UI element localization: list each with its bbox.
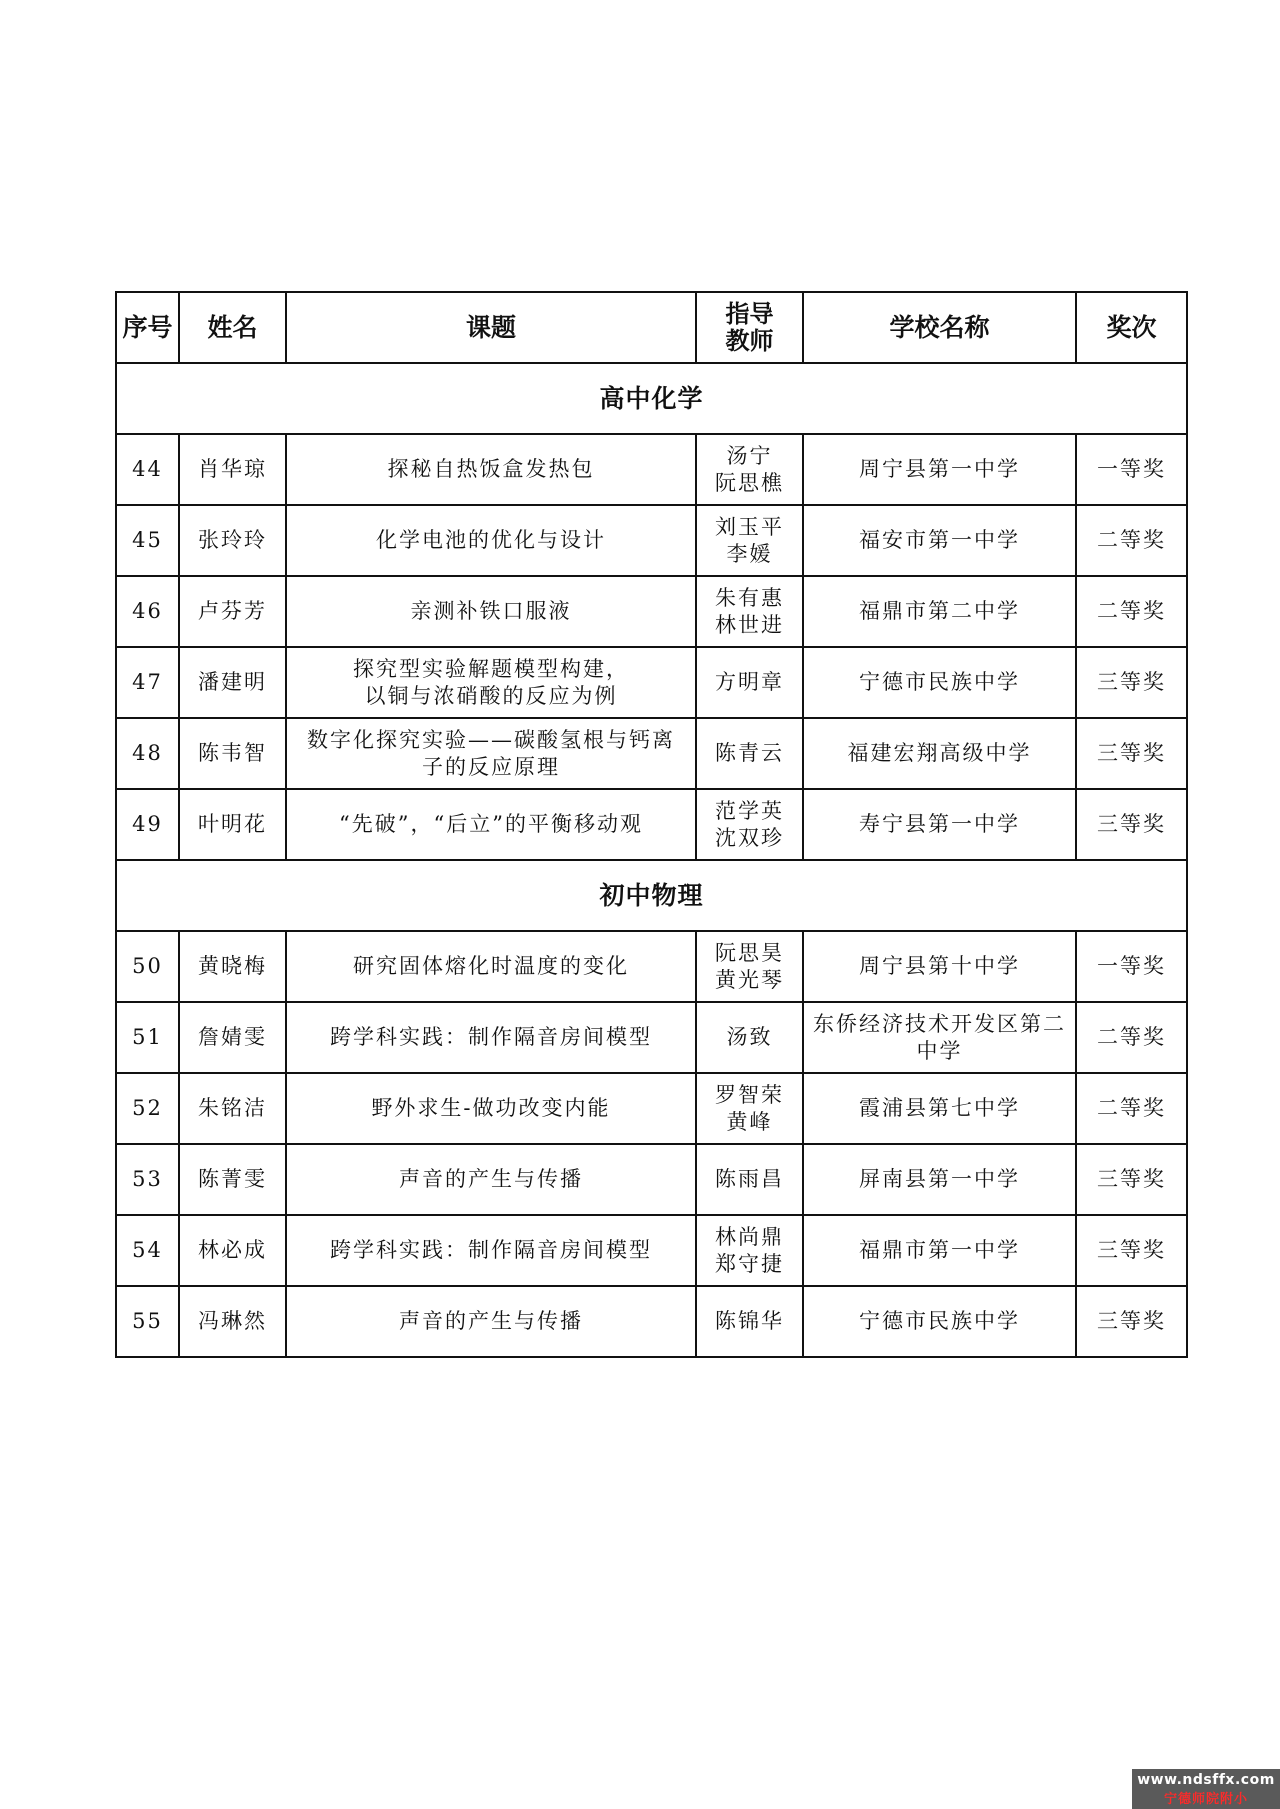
cell-school-line: 福安市第一中学 (859, 528, 1020, 553)
cell-school (803, 434, 1076, 505)
cell-school-line: 寿宁县第一中学 (859, 812, 1020, 837)
cell-topic (286, 1073, 696, 1144)
cell-name: 冯琳然 (179, 1286, 286, 1357)
cell-topic-line: 声音的产生与传播 (399, 1167, 583, 1192)
cell-topic (286, 1215, 696, 1286)
cell-topic (286, 931, 696, 1002)
cell-topic (286, 789, 696, 860)
cell-topic-line: “先破”，“后立”的平衡移动观 (339, 812, 643, 837)
cell-school-line: 福鼎市第一中学 (859, 1238, 1020, 1263)
cell-teacher-line: 李媛 (726, 541, 773, 566)
cell-seq: 51 (116, 1002, 179, 1073)
cell-school (803, 789, 1076, 860)
header-school: 学校名称 (803, 292, 1076, 363)
cell-award: 二等奖 (1076, 1002, 1187, 1073)
header-topic: 课题 (286, 292, 696, 363)
table-row (116, 647, 1187, 718)
cell-topic-line: 亲测补铁口服液 (410, 599, 572, 624)
section-row (116, 860, 1187, 931)
cell-seq: 52 (116, 1073, 179, 1144)
cell-topic-line: 跨学科实践：制作隔音房间模型 (330, 1238, 652, 1263)
cell-seq: 50 (116, 931, 179, 1002)
cell-teacher-line: 黄峰 (726, 1109, 773, 1134)
table-row (116, 1144, 1187, 1215)
cell-teacher (696, 1002, 803, 1073)
header-teacher (696, 292, 803, 363)
cell-award: 三等奖 (1076, 647, 1187, 718)
cell-school-line: 周宁县第一中学 (859, 457, 1020, 482)
cell-name: 朱铭洁 (179, 1073, 286, 1144)
cell-teacher-line: 罗智荣 (715, 1082, 784, 1107)
cell-school-line: 宁德市民族中学 (859, 1309, 1020, 1334)
cell-topic (286, 576, 696, 647)
cell-school-line: 霞浦县第七中学 (859, 1096, 1020, 1121)
cell-teacher-line: 林尚鼎 (715, 1224, 784, 1249)
header-row (116, 292, 1187, 363)
cell-teacher-line: 朱有惠 (715, 585, 784, 610)
cell-school (803, 1286, 1076, 1357)
cell-seq: 55 (116, 1286, 179, 1357)
cell-school (803, 576, 1076, 647)
section-title: 初中物理 (116, 860, 1187, 931)
cell-name: 陈菁雯 (179, 1144, 286, 1215)
cell-seq: 44 (116, 434, 179, 505)
cell-school-line: 周宁县第十中学 (859, 954, 1020, 979)
table-row (116, 434, 1187, 505)
cell-award: 二等奖 (1076, 576, 1187, 647)
cell-seq: 53 (116, 1144, 179, 1215)
section-title: 高中化学 (116, 363, 1187, 434)
cell-teacher (696, 1215, 803, 1286)
cell-teacher-line: 范学英 (715, 798, 784, 823)
cell-name: 张玲玲 (179, 505, 286, 576)
cell-school-line: 中学 (916, 1038, 963, 1063)
cell-teacher-line: 陈雨昌 (715, 1167, 784, 1192)
cell-teacher-line: 汤致 (726, 1025, 773, 1050)
cell-award: 一等奖 (1076, 434, 1187, 505)
cell-teacher (696, 434, 803, 505)
cell-award: 三等奖 (1076, 718, 1187, 789)
cell-teacher (696, 931, 803, 1002)
cell-teacher (696, 718, 803, 789)
cell-teacher (696, 789, 803, 860)
cell-name: 林必成 (179, 1215, 286, 1286)
cell-teacher-line: 刘玉平 (715, 514, 784, 539)
cell-school-line: 东侨经济技术开发区第二 (813, 1011, 1066, 1036)
table-row (116, 1073, 1187, 1144)
cell-topic-line: 数字化探究实验——碳酸氢根与钙离 (307, 727, 675, 752)
header-award: 奖次 (1076, 292, 1187, 363)
cell-topic-line: 探究型实验解题模型构建， (353, 656, 629, 681)
header-name: 姓名 (179, 292, 286, 363)
cell-name: 詹婧雯 (179, 1002, 286, 1073)
watermark-name: 宁德师院附小 (1163, 1792, 1248, 1807)
cell-award: 二等奖 (1076, 505, 1187, 576)
cell-teacher (696, 647, 803, 718)
cell-school-line: 屏南县第一中学 (859, 1167, 1020, 1192)
cell-award: 三等奖 (1076, 1286, 1187, 1357)
cell-teacher (696, 576, 803, 647)
header-seq: 序号 (116, 292, 179, 363)
cell-teacher-line: 陈锦华 (715, 1309, 784, 1334)
cell-topic (286, 434, 696, 505)
cell-teacher-line: 郑守捷 (715, 1251, 784, 1276)
cell-award: 一等奖 (1076, 931, 1187, 1002)
section-row (116, 363, 1187, 434)
cell-school (803, 647, 1076, 718)
cell-teacher (696, 1073, 803, 1144)
cell-teacher-line: 汤宁 (726, 443, 773, 468)
cell-school (803, 718, 1076, 789)
cell-school-line: 福鼎市第二中学 (859, 599, 1020, 624)
cell-topic-line: 研究固体熔化时温度的变化 (353, 954, 629, 979)
cell-teacher-line: 陈青云 (715, 741, 784, 766)
cell-teacher-line: 林世进 (715, 612, 784, 637)
cell-seq: 45 (116, 505, 179, 576)
cell-name: 陈韦智 (179, 718, 286, 789)
cell-name: 潘建明 (179, 647, 286, 718)
table-row (116, 1002, 1187, 1073)
cell-topic-line: 跨学科实践：制作隔音房间模型 (330, 1025, 652, 1050)
table-header (116, 292, 1187, 363)
cell-name: 卢芬芳 (179, 576, 286, 647)
table-row (116, 1215, 1187, 1286)
cell-school-line: 福建宏翔高级中学 (847, 741, 1032, 766)
award-table (115, 291, 1188, 1358)
table-row (116, 576, 1187, 647)
watermark-url: www.ndsffx.com (1137, 1772, 1275, 1788)
cell-teacher-line: 阮思昊 (715, 940, 784, 965)
cell-school (803, 1144, 1076, 1215)
cell-teacher-line: 黄光琴 (715, 967, 784, 992)
cell-school (803, 505, 1076, 576)
cell-topic (286, 718, 696, 789)
cell-school-line: 宁德市民族中学 (859, 670, 1020, 695)
cell-award: 二等奖 (1076, 1073, 1187, 1144)
cell-seq: 48 (116, 718, 179, 789)
cell-teacher (696, 1144, 803, 1215)
cell-school (803, 1073, 1076, 1144)
cell-topic-line: 野外求生-做功改变内能 (371, 1096, 611, 1121)
cell-seq: 46 (116, 576, 179, 647)
cell-topic-line: 声音的产生与传播 (399, 1309, 583, 1334)
cell-topic (286, 1002, 696, 1073)
cell-name: 叶明花 (179, 789, 286, 860)
cell-topic-line: 探秘自热饭盒发热包 (387, 457, 595, 482)
table-body (116, 363, 1187, 1357)
cell-school (803, 1002, 1076, 1073)
cell-name: 黄晓梅 (179, 931, 286, 1002)
cell-school (803, 931, 1076, 1002)
cell-award: 三等奖 (1076, 1144, 1187, 1215)
cell-topic (286, 1144, 696, 1215)
cell-seq: 49 (116, 789, 179, 860)
cell-topic (286, 505, 696, 576)
cell-award: 三等奖 (1076, 1215, 1187, 1286)
cell-teacher (696, 505, 803, 576)
cell-name: 肖华琼 (179, 434, 286, 505)
cell-topic (286, 647, 696, 718)
table-row (116, 931, 1187, 1002)
table-row (116, 789, 1187, 860)
cell-teacher-line: 阮思樵 (715, 470, 784, 495)
cell-topic (286, 1286, 696, 1357)
cell-seq: 54 (116, 1215, 179, 1286)
table-row (116, 1286, 1187, 1357)
header-teacher-line2: 教师 (725, 326, 774, 355)
cell-award: 三等奖 (1076, 789, 1187, 860)
cell-teacher (696, 1286, 803, 1357)
header-teacher-line1: 指导 (725, 299, 774, 328)
cell-topic-line: 化学电池的优化与设计 (376, 528, 606, 553)
cell-school (803, 1215, 1076, 1286)
cell-seq: 47 (116, 647, 179, 718)
cell-teacher-line: 沈双珍 (715, 825, 784, 850)
cell-topic-line: 以铜与浓硝酸的反应为例 (364, 683, 618, 708)
table-row (116, 505, 1187, 576)
cell-teacher-line: 方明章 (715, 670, 784, 695)
table-row (116, 718, 1187, 789)
cell-topic-line: 子的反应原理 (422, 754, 560, 779)
watermark (1132, 1769, 1280, 1809)
